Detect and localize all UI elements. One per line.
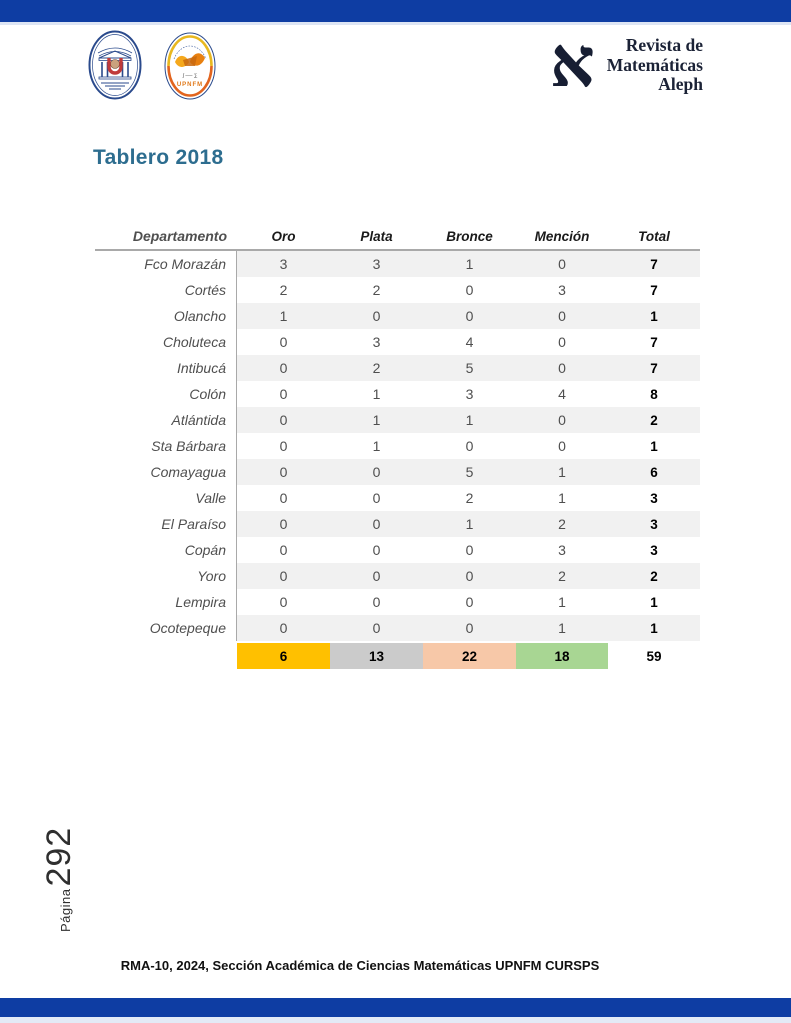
value-cell: 0 (279, 438, 288, 454)
value-cell: 0 (237, 563, 330, 589)
journal-name-line: Matemáticas (606, 54, 703, 75)
bottom-light-strip (0, 1017, 791, 1023)
table-row (95, 381, 700, 407)
department-cell: Fco Morazán (95, 251, 237, 277)
page-title: Tablero 2018 (93, 146, 224, 169)
total-gold-cell: 6 (237, 643, 330, 669)
column-header-departamento: Departamento (132, 228, 227, 244)
total-bronze-cell: 22 (423, 643, 516, 669)
value-cell: 0 (330, 563, 423, 589)
value-cell: 1 (650, 438, 658, 454)
value-cell: 0 (237, 615, 330, 641)
department-cell: Atlántida (95, 407, 237, 433)
department-cell: Lempira (95, 589, 237, 615)
value-cell: 5 (423, 459, 516, 485)
totals-row (95, 643, 700, 669)
department-cell: Ocotepeque (95, 615, 237, 641)
value-cell: 0 (558, 334, 566, 350)
value-cell: 0 (237, 459, 330, 485)
page-number (40, 812, 80, 932)
table-header-row (95, 223, 700, 251)
table-row (95, 589, 700, 615)
value-cell: 0 (516, 251, 608, 277)
value-cell: 2 (330, 355, 423, 381)
value-cell: 0 (372, 542, 381, 558)
column-header-plata: Plata (360, 228, 393, 244)
value-cell: 3 (650, 542, 658, 558)
department-cell: Cortés (95, 277, 237, 303)
department-cell: El Paraíso (95, 511, 237, 537)
value-cell: 1 (372, 386, 381, 402)
table-row (95, 537, 700, 563)
value-cell: 0 (516, 407, 608, 433)
value-cell: 3 (330, 251, 423, 277)
department-cell: Valle (95, 485, 237, 511)
value-cell: 2 (516, 511, 608, 537)
value-cell: 0 (423, 615, 516, 641)
value-cell: 1 (558, 490, 566, 506)
value-cell: 1 (650, 594, 658, 610)
value-cell: 0 (558, 438, 566, 454)
table-row (95, 355, 700, 381)
department-cell: Yoro (95, 563, 237, 589)
value-cell: 1 (330, 407, 423, 433)
value-cell: 2 (516, 563, 608, 589)
logo-formula-glyphs: ∫ ── ∑ (182, 73, 198, 79)
value-cell: 2 (608, 563, 700, 589)
value-cell: 0 (330, 303, 423, 329)
value-cell: 1 (516, 615, 608, 641)
logo-upnfm-label: UPNFM (176, 82, 204, 88)
value-cell: 0 (465, 594, 474, 610)
value-cell: 1 (558, 594, 566, 610)
value-cell: 0 (465, 282, 474, 298)
value-cell: 7 (608, 251, 700, 277)
aleph-logo-glyph: א (549, 25, 595, 102)
value-cell: 7 (608, 355, 700, 381)
department-cell: Olancho (95, 303, 237, 329)
value-cell: 3 (237, 251, 330, 277)
column-header-total: Total (638, 228, 670, 244)
value-cell: 0 (279, 490, 288, 506)
value-cell: 3 (608, 511, 700, 537)
medal-table (95, 223, 700, 669)
value-cell: 3 (465, 386, 474, 402)
value-cell: 0 (237, 511, 330, 537)
journal-name-line: Aleph (658, 74, 703, 94)
value-cell: 3 (558, 282, 566, 298)
table-row (95, 277, 700, 303)
value-cell: 0 (279, 334, 288, 350)
value-cell: 5 (423, 355, 516, 381)
table-row (95, 485, 700, 511)
value-cell: 7 (650, 334, 658, 350)
total-silver-cell: 13 (330, 643, 423, 669)
value-cell: 2 (465, 490, 474, 506)
department-cell: Choluteca (95, 329, 237, 355)
department-cell: Comayagua (95, 459, 237, 485)
footer-citation: RMA-10, 2024, Sección Académica de Ciencias Matemáticas UPNFM CURSPS (120, 958, 600, 973)
value-cell: 0 (516, 355, 608, 381)
department-cell: Colón (95, 381, 237, 407)
table-row (95, 459, 700, 485)
value-cell: 1 (516, 459, 608, 485)
journal-name (607, 30, 703, 95)
page-number-value: 292 (40, 826, 78, 887)
journal-name-line: Revista de (625, 35, 703, 55)
value-cell: 0 (465, 542, 474, 558)
value-cell: 1 (372, 438, 381, 454)
value-cell: 1 (423, 407, 516, 433)
value-cell: 0 (423, 563, 516, 589)
value-cell: 0 (330, 615, 423, 641)
journal-brand (549, 25, 703, 102)
value-cell: 2 (279, 282, 288, 298)
value-cell: 0 (279, 542, 288, 558)
grand-total-cell: 59 (646, 648, 662, 664)
value-cell: 4 (465, 334, 474, 350)
value-cell: 0 (279, 386, 288, 402)
value-cell: 8 (650, 386, 658, 402)
value-cell: 3 (372, 334, 381, 350)
value-cell: 0 (330, 511, 423, 537)
value-cell: 1 (423, 511, 516, 537)
table-row (95, 303, 700, 329)
value-cell: 0 (465, 438, 474, 454)
value-cell: 3 (650, 490, 658, 506)
page-number-label: Página (58, 888, 73, 932)
value-cell: 0 (372, 594, 381, 610)
column-header-bronce: Bronce (446, 228, 493, 244)
table-row (95, 563, 700, 589)
value-cell: 1 (423, 251, 516, 277)
university-seal-logo (88, 30, 142, 100)
department-cell: Intibucá (95, 355, 237, 381)
department-cell: Copán (95, 537, 237, 563)
value-cell: 0 (237, 407, 330, 433)
value-cell: 6 (608, 459, 700, 485)
table-row (95, 251, 700, 277)
table-row (95, 407, 700, 433)
bottom-blue-bar (0, 998, 791, 1017)
value-cell: 1 (608, 615, 700, 641)
table-row (95, 615, 700, 641)
value-cell: 7 (650, 282, 658, 298)
value-cell: 0 (516, 303, 608, 329)
table-row (95, 511, 700, 537)
value-cell: 0 (330, 459, 423, 485)
value-cell: 0 (372, 490, 381, 506)
value-cell: 0 (279, 594, 288, 610)
value-cell: 4 (558, 386, 566, 402)
table-row (95, 329, 700, 355)
top-blue-bar (0, 0, 791, 25)
table-row (95, 433, 700, 459)
value-cell: 3 (558, 542, 566, 558)
math-section-logo (164, 32, 216, 100)
value-cell: 2 (372, 282, 381, 298)
value-cell: 1 (237, 303, 330, 329)
value-cell: 0 (237, 355, 330, 381)
column-header-oro: Oro (271, 228, 296, 244)
value-cell: 2 (608, 407, 700, 433)
table-body (95, 251, 700, 641)
value-cell: 0 (423, 303, 516, 329)
column-header-mencion: Mención (534, 228, 590, 244)
total-green-cell: 18 (516, 643, 608, 669)
value-cell: 1 (608, 303, 700, 329)
totals-empty-cell (95, 643, 237, 669)
department-cell: Sta Bárbara (95, 433, 237, 459)
